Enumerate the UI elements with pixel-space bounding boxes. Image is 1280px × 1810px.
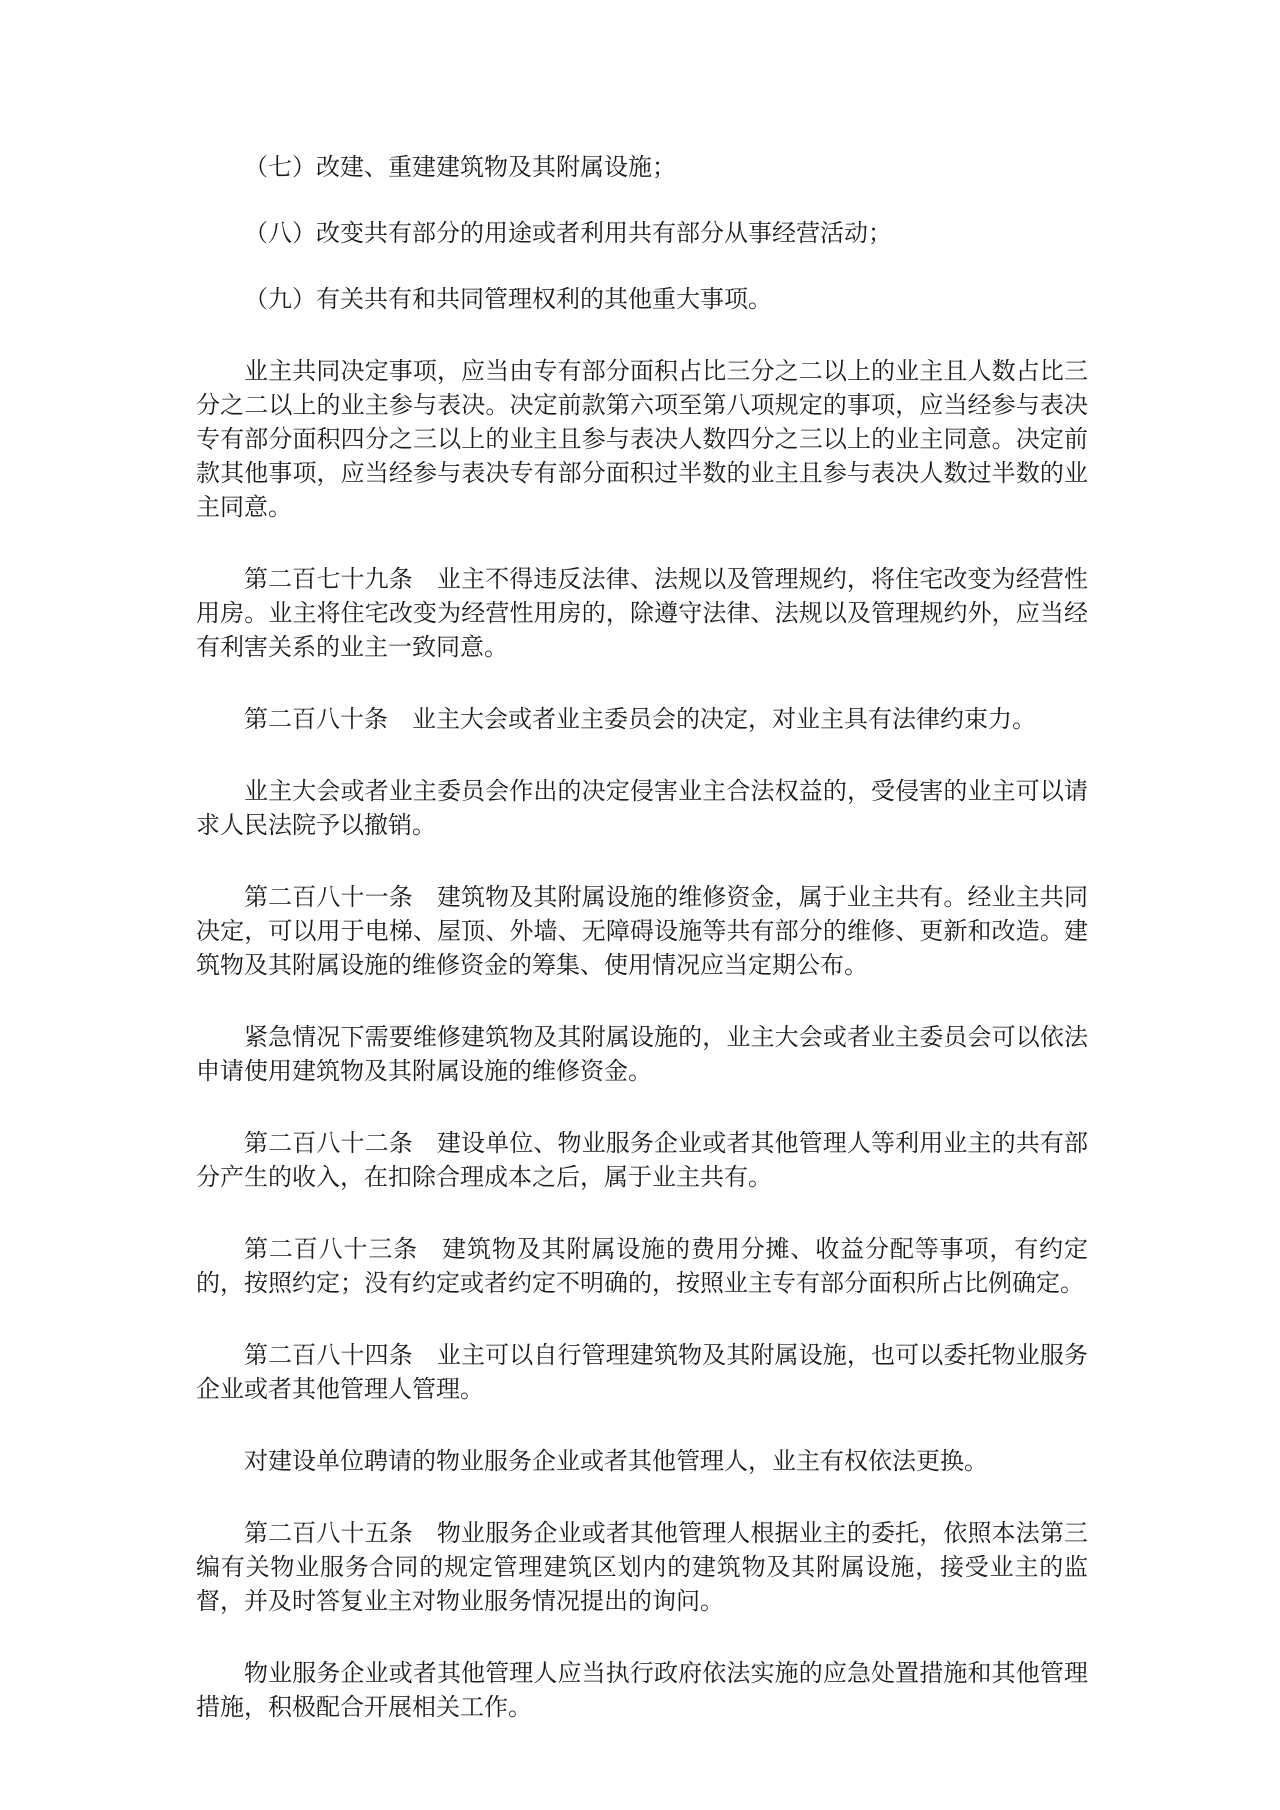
- paragraph-text: （八）改变共有部分的用途或者利用共有部分从事经营活动；: [244, 219, 892, 247]
- paragraph-text: （七）改建、重建建筑物及其附属设施；: [244, 153, 676, 181]
- article-number: 第二百七十九条: [244, 565, 413, 593]
- paragraph-text: 业主大会或者业主委员会的决定，对业主具有法律约束力。: [412, 705, 1036, 733]
- paragraph-text: 建筑物及其附属设施的维修资金，属于业主共有。经业主共同决定，可以用于电梯、屋顶、外墙、无障碍设施等共有部分的维修、更新和改造。建筑物及其附属设施的维修资金的筹集、使用情况应当定期公布。: [196, 883, 1089, 979]
- article-number: 第二百八十五条: [244, 1519, 413, 1547]
- paragraph-text: 建筑物及其附属设施的费用分摊、收益分配等事项，有约定的，按照约定；没有约定或者约定不明确的，按照业主专有部分面积所占比例确定。: [196, 1235, 1088, 1297]
- list-item-9: [196, 282, 1088, 316]
- paragraph-text: 对建设单位聘请的物业服务企业或者其他管理人，业主有权依法更换。: [244, 1447, 988, 1475]
- article-number: 第二百八十一条: [244, 883, 413, 911]
- paragraph-text: 紧急情况下需要维修建筑物及其附属设施的，业主大会或者业主委员会可以依法申请使用建筑物及其附属设施的维修资金。: [196, 1023, 1088, 1085]
- article-280: [196, 702, 1088, 736]
- article-285: [196, 1516, 1088, 1618]
- article-282: [196, 1126, 1088, 1194]
- article-284-clause-2: [196, 1444, 1088, 1478]
- voting-rules-paragraph: [196, 354, 1088, 524]
- list-item-7: [196, 150, 1088, 184]
- article-279: [196, 562, 1088, 664]
- article-283: [196, 1232, 1088, 1300]
- list-item-8: [196, 216, 1088, 250]
- article-284: [196, 1338, 1088, 1406]
- document-page: [196, 150, 1088, 1762]
- paragraph-text: 业主可以自行管理建筑物及其附属设施，也可以委托物业服务企业或者其他管理人管理。: [196, 1341, 1089, 1403]
- article-number: 第二百八十四条: [244, 1341, 413, 1369]
- article-number: 第二百八十二条: [244, 1129, 413, 1157]
- article-281-clause-2: [196, 1020, 1088, 1088]
- paragraph-text: 建设单位、物业服务企业或者其他管理人等利用业主的共有部分产生的收入，在扣除合理成本之后，属于业主共有。: [196, 1129, 1089, 1191]
- article-281: [196, 880, 1088, 982]
- article-number: 第二百八十三条: [244, 1235, 419, 1263]
- article-285-clause-2: [196, 1656, 1088, 1724]
- article-number: 第二百八十条: [244, 705, 388, 733]
- article-280-clause-2: [196, 774, 1088, 842]
- paragraph-text: 业主共同决定事项，应当由专有部分面积占比三分之二以上的业主且人数占比三分之二以上的业主参与表决。决定前款第六项至第八项规定的事项，应当经参与表决专有部分面积四分之三以上的业主且参与表决人数四分之三以上的业主同意。决定前款其他事项，应当经参与表决专有部分面积过半数的业主且参与表决人数过半数的业主同意。: [196, 357, 1088, 521]
- paragraph-text: 物业服务企业或者其他管理人应当执行政府依法实施的应急处置措施和其他管理措施，积极配合开展相关工作。: [196, 1659, 1088, 1721]
- paragraph-text: 物业服务企业或者其他管理人根据业主的委托，依照本法第三编有关物业服务合同的规定管理建筑区划内的建筑物及其附属设施，接受业主的监督，并及时答复业主对物业服务情况提出的询问。: [196, 1519, 1089, 1615]
- paragraph-text: （九）有关共有和共同管理权利的其他重大事项。: [244, 285, 772, 313]
- paragraph-text: 业主不得违反法律、法规以及管理规约，将住宅改变为经营性用房。业主将住宅改变为经营性用房的，除遵守法律、法规以及管理规约外，应当经有利害关系的业主一致同意。: [196, 565, 1089, 661]
- paragraph-text: 业主大会或者业主委员会作出的决定侵害业主合法权益的，受侵害的业主可以请求人民法院予以撤销。: [196, 777, 1088, 839]
